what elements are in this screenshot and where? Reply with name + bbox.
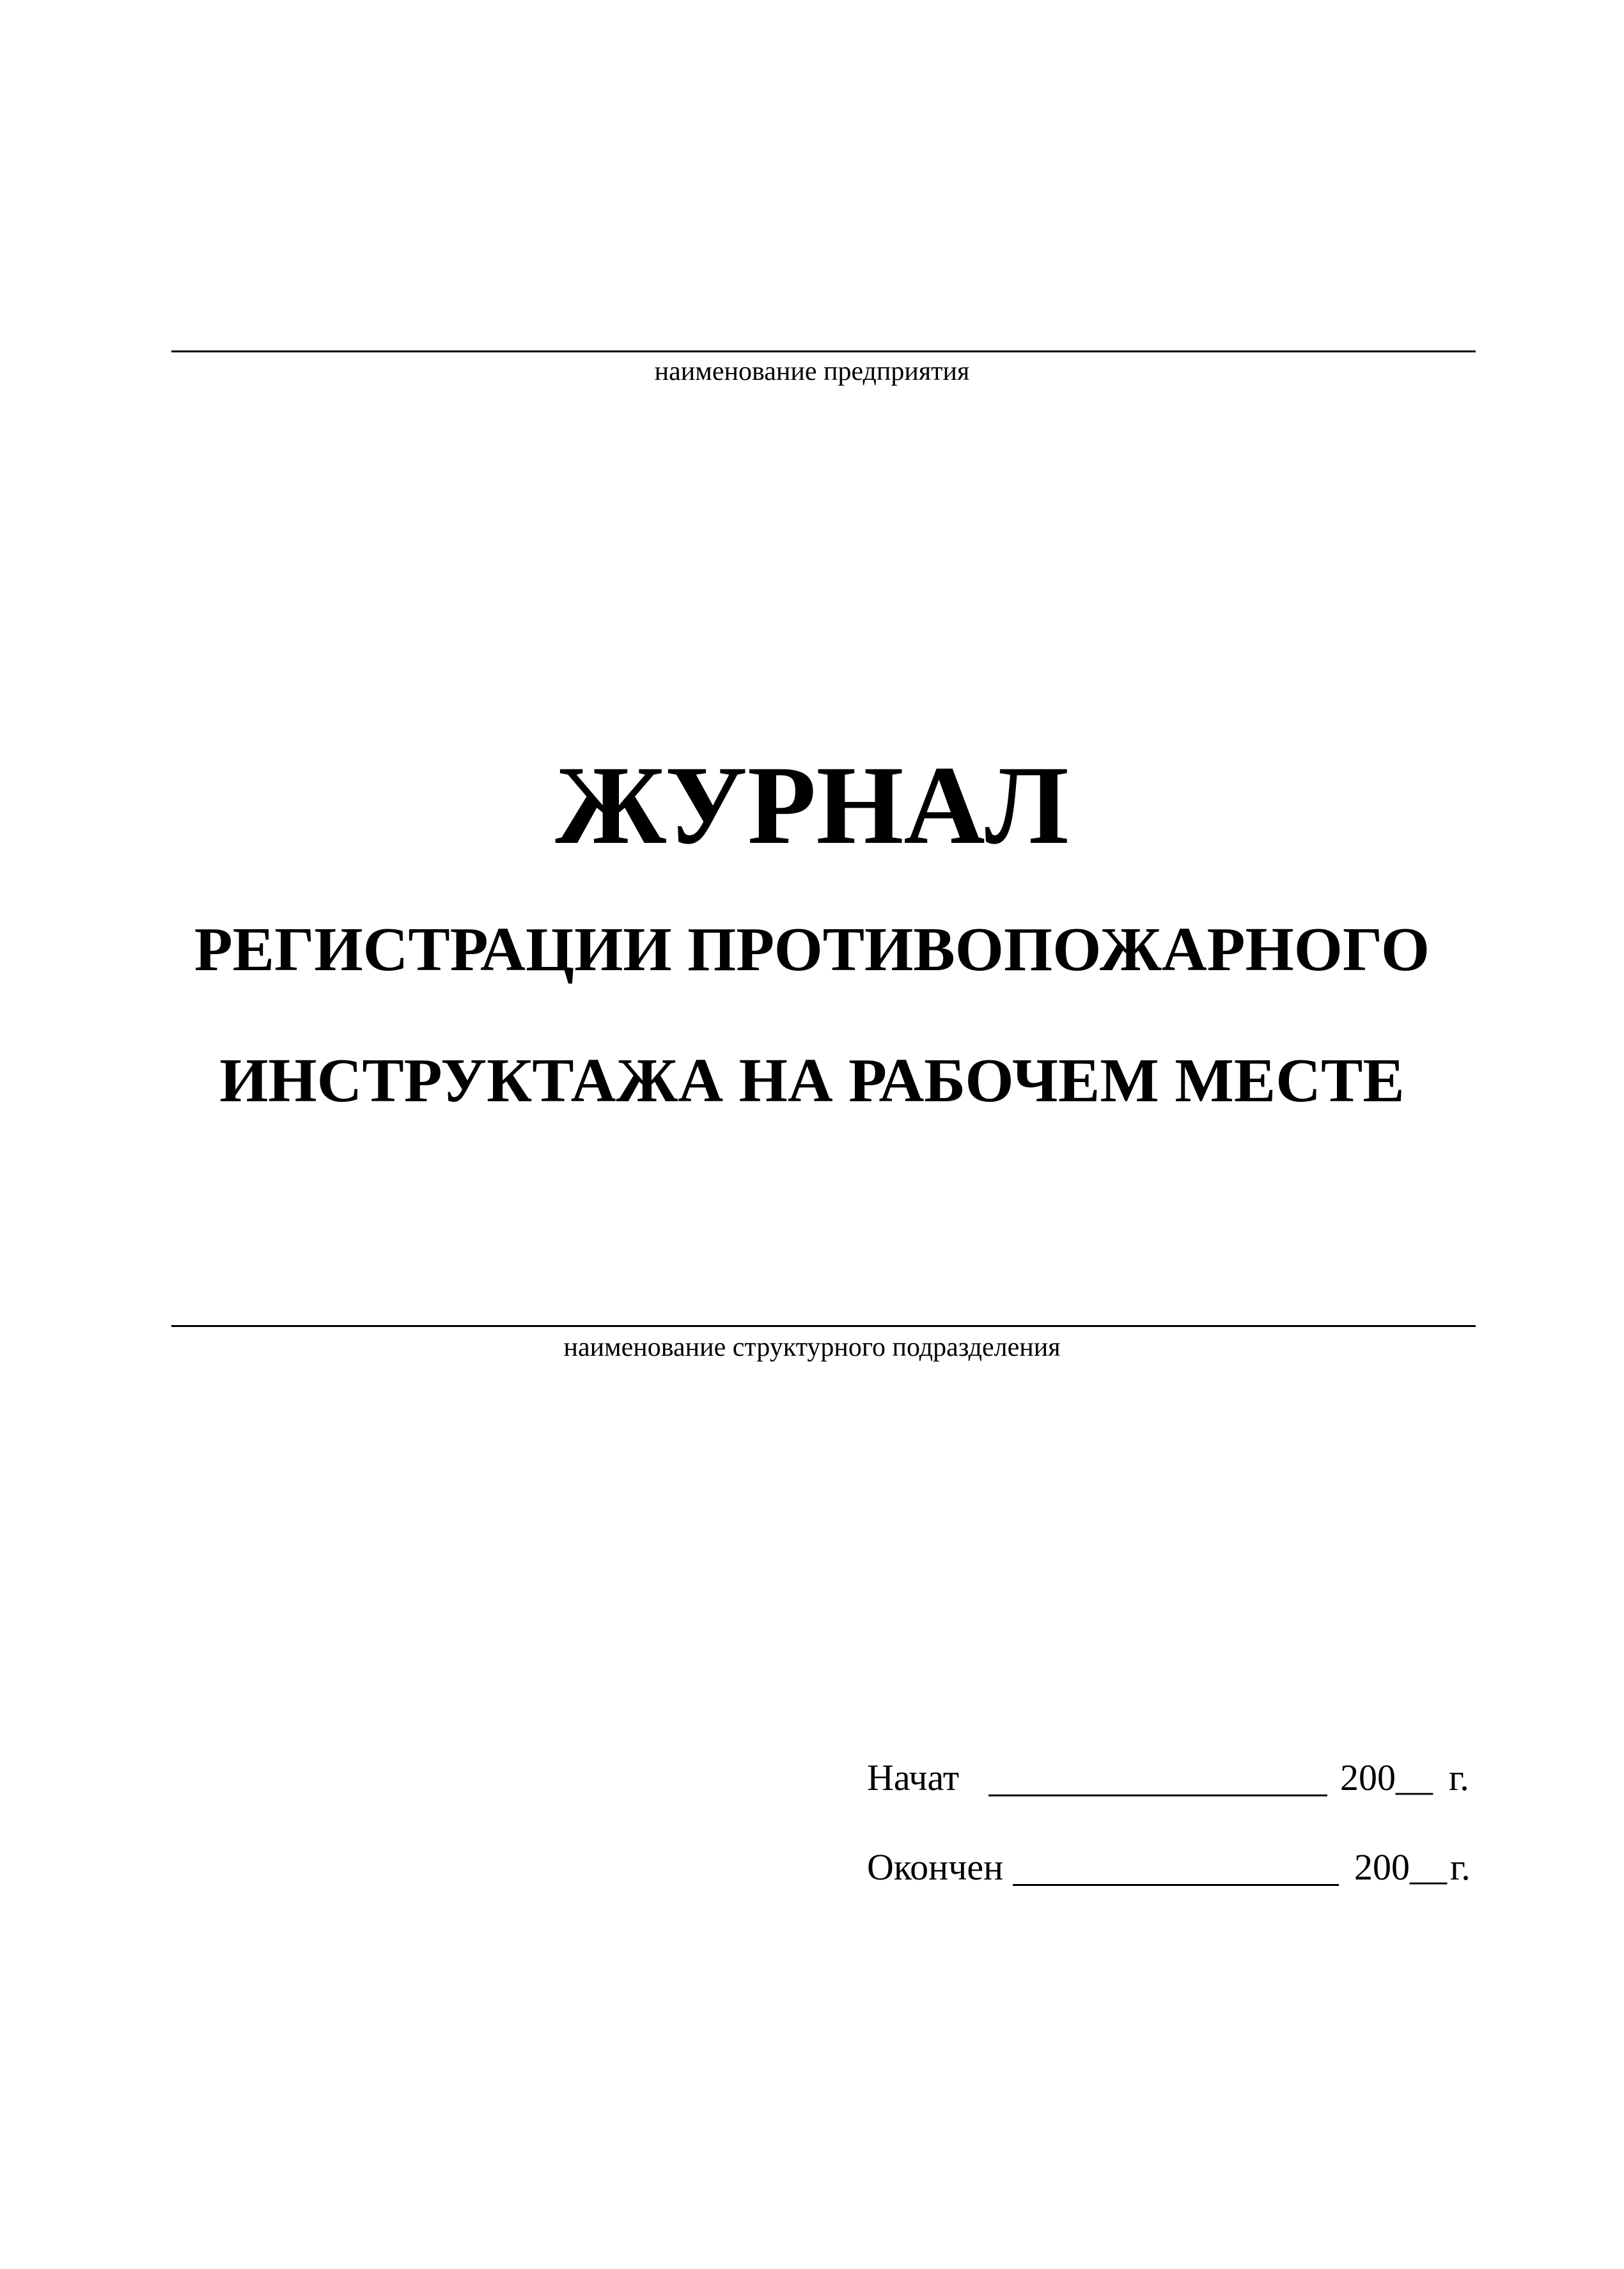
started-date-row: [867, 1752, 1481, 1803]
department-name-line: [171, 1325, 1476, 1327]
finished-date-row: [867, 1842, 1481, 1893]
started-year-suffix: г.: [1449, 1757, 1469, 1798]
started-year: 200__: [1340, 1757, 1433, 1798]
started-date-blank: [988, 1794, 1327, 1796]
finished-date-blank: [1013, 1884, 1339, 1886]
document-title: ЖУРНАЛ: [555, 743, 1069, 868]
document-subtitle-line-2: ИНСТРУКТАЖА НА РАБОЧЕМ МЕСТЕ: [219, 1046, 1405, 1115]
organization-name-caption: наименование предприятия: [654, 357, 970, 386]
department-name-caption: наименование структурного подразделения: [563, 1333, 1061, 1362]
finished-label: Окончен: [867, 1846, 1004, 1888]
started-label: Начат: [867, 1757, 960, 1798]
finished-year-suffix: г.: [1450, 1846, 1471, 1888]
document-subtitle-line-1: РЕГИСТРАЦИИ ПРОТИВОПОЖАРНОГО: [194, 915, 1430, 984]
finished-year: 200__: [1354, 1846, 1447, 1888]
organization-name-line: [171, 350, 1476, 352]
